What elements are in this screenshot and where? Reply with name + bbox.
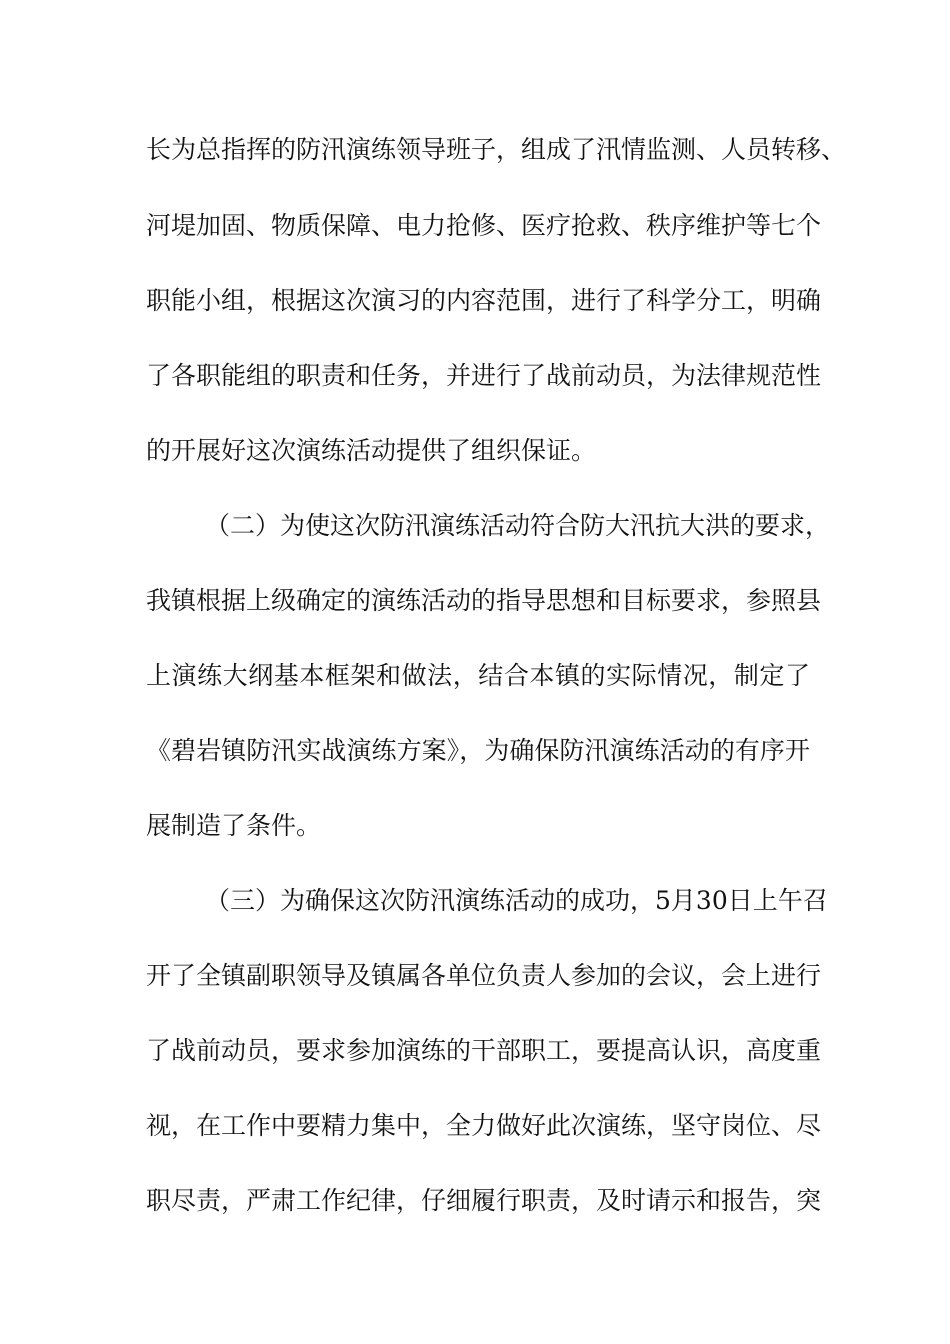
text-line: 开了全镇副职领导及镇属各单位负责人参加的会议，会上进行 xyxy=(146,961,822,990)
text-line: 展制造了条件。 xyxy=(146,811,322,840)
text-line: 的开展好这次演练活动提供了组织保证。 xyxy=(146,436,597,465)
text-line: 长为总指挥的防汛演练领导班子，组成了汛情监测、人员转移、 xyxy=(146,135,847,164)
text-line: 视，在工作中要精力集中，全力做好此次演练，坚守岗位、尽 xyxy=(146,1111,822,1140)
text-line: 了各职能组的职责和任务，并进行了战前动员，为法律规范性 xyxy=(146,361,822,390)
text-line: 职尽责，严肃工作纪律，仔细履行职责，及时请示和报告，突 xyxy=(146,1186,822,1215)
paragraph-start-line: （三）为确保这次防汛演练活动的成功，5月30日上午召 xyxy=(205,886,828,915)
text-line: 《碧岩镇防汛实战演练方案》，为确保防汛演练活动的有序开 xyxy=(146,736,810,765)
text-line: 上演练大纲基本框架和做法，结合本镇的实际情况，制定了 xyxy=(146,661,810,690)
text-line: 了战前动员，要求参加演练的干部职工，要提高认识，高度重 xyxy=(146,1036,822,1065)
text-line: 职能小组，根据这次演习的内容范围，进行了科学分工，明确 xyxy=(146,286,822,315)
paragraph-start-line: （二）为使这次防汛演练活动符合防大汛抗大洪的要求， xyxy=(205,511,831,540)
text-line: 我镇根据上级确定的演练活动的指导思想和目标要求，参照县 xyxy=(146,586,822,615)
text-line: 河堤加固、物质保障、电力抢修、医疗抢救、秩序维护等七个 xyxy=(146,211,822,240)
